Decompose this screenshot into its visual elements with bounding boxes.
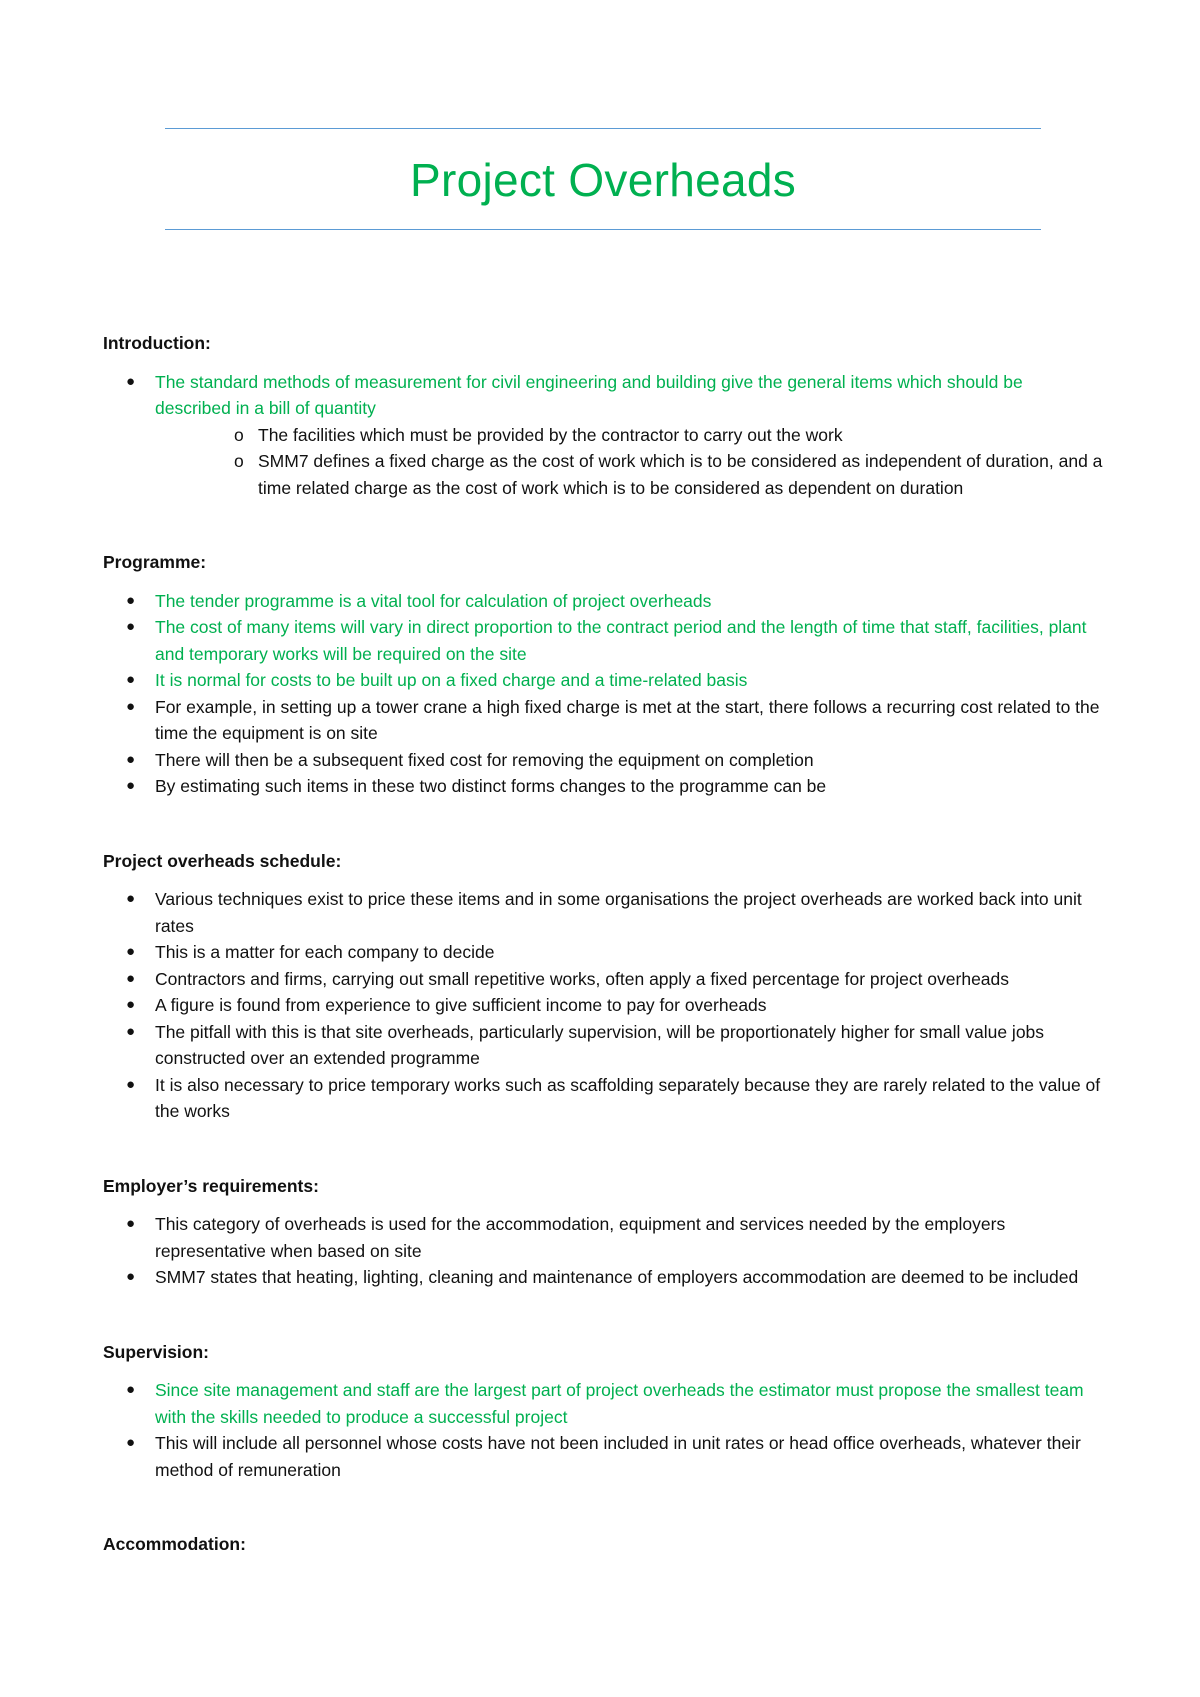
list-item — [103, 1211, 1103, 1264]
list-item-text: It is also necessary to price temporary works such as scaffolding separately because they are rarely related to the value of the works — [155, 1074, 1101, 1121]
section — [103, 330, 1103, 501]
bullet-list — [103, 1377, 1103, 1483]
sub-list-item — [155, 422, 1103, 449]
sub-list-item-text: SMM7 defines a fixed charge as the cost of work which is to be considered as independent of duration, and a time related charge as the cost of work which is to be considered as dependent on duration — [258, 451, 1103, 498]
list-item-text: The standard methods of measurement for civil engineering and building give the general items which should be described in a bill of quantity — [155, 371, 1023, 418]
list-item-text: Various techniques exist to price these items and in some organisations the project overheads are worked back into unit rates — [155, 889, 1082, 936]
list-item — [103, 773, 1103, 800]
bullet-icon: ● — [126, 671, 136, 688]
document-title: Project Overheads — [409, 154, 797, 206]
bullet-icon: ● — [126, 1075, 136, 1093]
bullet-list — [103, 1211, 1103, 1291]
list-item-text: This will include all personnel whose costs have not been included in unit rates or head office overheads, whatever their method of remuneration — [155, 1433, 1081, 1480]
list-item — [103, 939, 1103, 966]
bullet-list — [103, 369, 1103, 502]
section-heading: Supervision: — [103, 1341, 209, 1362]
bullet-icon: ● — [126, 943, 136, 960]
section — [103, 1173, 1103, 1291]
bullet-icon: ● — [126, 777, 136, 794]
list-item-text: SMM7 states that heating, lighting, cleaning and maintenance of employers accommodation are deemed to be included — [155, 1267, 1079, 1287]
bullet-icon: ● — [126, 996, 136, 1013]
list-item — [103, 992, 1103, 1019]
list-item-text: The cost of many items will vary in direct proportion to the contract period and the length of time that staff, facilities, plant and temporary works will be required on the site — [155, 617, 1087, 664]
bullet-icon: ● — [126, 1022, 136, 1040]
bullet-icon: ● — [126, 750, 136, 768]
bullet-icon: ● — [126, 1434, 136, 1451]
bullet-list — [103, 588, 1103, 800]
hollow-bullet-icon: o — [234, 451, 244, 471]
bullet-icon: ● — [126, 372, 136, 390]
list-item-text: The pitfall with this is that site overheads, particularly supervision, will be proportionately higher for small value jobs constructed over an extended programme — [155, 1021, 1045, 1068]
list-item — [103, 614, 1103, 667]
list-item-text: A figure is found from experience to give sufficient income to pay for overheads — [155, 995, 767, 1015]
list-item — [103, 1019, 1103, 1072]
bullet-icon: ● — [126, 618, 136, 635]
list-item — [103, 667, 1103, 694]
list-item — [103, 588, 1103, 615]
list-item-text: Contractors and firms, carrying out small repetitive works, often apply a fixed percentage for project overheads — [155, 968, 1010, 989]
list-item-text: Since site management and staff are the largest part of project overheads the estimator must propose the smallest team with the skills needed to produce a successful project — [155, 1380, 1084, 1427]
list-item-text: By estimating such items in these two distinct forms changes to the programme can be — [155, 776, 827, 796]
list-item — [103, 694, 1103, 747]
list-item — [103, 1430, 1103, 1483]
section-heading: Project overheads schedule: — [103, 850, 342, 871]
section — [103, 848, 1103, 1125]
hollow-bullet-icon: o — [234, 424, 244, 445]
list-item — [103, 966, 1103, 993]
list-item — [103, 1264, 1103, 1291]
list-item-text: It is normal for costs to be built up on a fixed charge and a time-related basis — [155, 670, 748, 690]
list-item — [103, 1377, 1103, 1430]
list-item-text: The tender programme is a vital tool for calculation of project overheads — [155, 590, 712, 611]
list-item-text: For example, in setting up a tower crane a high fixed charge is met at the start, there follows a recurring cost related to the time the equipment is on site — [155, 696, 1100, 743]
section — [103, 549, 1103, 800]
list-item — [103, 369, 1103, 502]
bullet-icon: ● — [126, 1215, 136, 1232]
section-heading: Introduction: — [103, 333, 211, 353]
sub-bullet-list — [155, 422, 1103, 502]
section — [103, 1531, 1103, 1558]
bullet-icon: ● — [126, 591, 136, 609]
bullet-icon: ● — [126, 697, 136, 715]
bullet-list — [103, 886, 1103, 1125]
bullet-icon: ● — [126, 1381, 136, 1398]
title-block — [165, 128, 1041, 230]
sub-list-item — [155, 448, 1103, 501]
document-body — [103, 330, 1103, 1606]
list-item — [103, 747, 1103, 774]
bullet-icon: ● — [126, 1268, 136, 1285]
section-heading: Employer’s requirements: — [103, 1175, 319, 1196]
bullet-icon: ● — [126, 890, 136, 907]
sub-list-item-text: The facilities which must be provided by the contractor to carry out the work — [258, 424, 843, 445]
section-heading: Programme: — [103, 552, 207, 572]
title-bottom-rule — [165, 229, 1041, 230]
section — [103, 1339, 1103, 1484]
section-heading: Accommodation: — [103, 1534, 246, 1554]
bullet-icon: ● — [126, 969, 136, 987]
list-item-text: This is a matter for each company to decide — [155, 942, 495, 962]
list-item — [103, 1072, 1103, 1125]
list-item — [103, 886, 1103, 939]
list-item-text: This category of overheads is used for the accommodation, equipment and services needed by the employers representative when based on site — [155, 1214, 1006, 1261]
list-item-text: There will then be a subsequent fixed cost for removing the equipment on completion — [155, 749, 814, 770]
